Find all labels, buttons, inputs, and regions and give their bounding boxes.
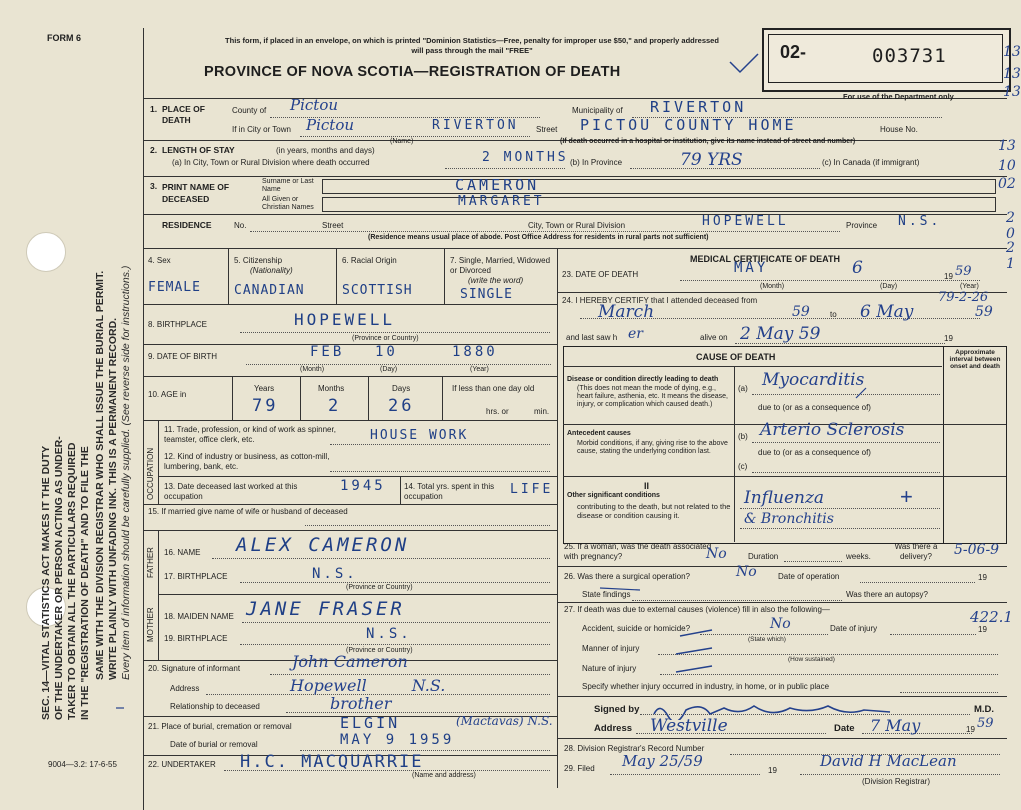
stay-a-label: (a) In City, Town or Rural Division where death occurred bbox=[172, 158, 370, 167]
filed-year: 19 bbox=[768, 766, 777, 775]
findings-label: State findings bbox=[582, 590, 631, 599]
pregnancy-label: 25. If a woman, was the death associated with pregnancy? bbox=[564, 542, 712, 561]
undertaker-sub: (Name and address) bbox=[412, 772, 476, 779]
origin-label: 6. Racial Origin bbox=[342, 256, 397, 265]
mailing-notice: This form, if placed in an envelope, on which is printed "Dominion Statistics—Free, penalty for improper use $50," and properly addressed will pass through the mail "FREE" bbox=[225, 36, 719, 55]
total-years-value: LIFE bbox=[510, 482, 554, 497]
cause-heading: CAUSE OF DEATH bbox=[696, 352, 776, 362]
reg-number: 003731 bbox=[872, 45, 947, 67]
sign-year: 59 bbox=[977, 716, 994, 731]
nature-label: Nature of injury bbox=[582, 664, 637, 673]
death-month-sub: (Month) bbox=[760, 283, 785, 290]
trade-value: HOUSE WORK bbox=[370, 428, 469, 443]
relationship-value: brother bbox=[330, 694, 392, 713]
attended-to: 6 May bbox=[860, 302, 914, 322]
residence-note: (Residence means usual place of abode. Post Office Address for residents in rural parts not sufficient) bbox=[368, 234, 709, 241]
record-number-label: 28. Division Registrar's Record Number bbox=[564, 744, 705, 753]
father-name-value: ALEX CAMERON bbox=[236, 534, 410, 556]
residence-city-value: HOPEWELL bbox=[702, 214, 789, 229]
dob-year: 1880 bbox=[452, 344, 498, 360]
external-label: 27. If death was due to external causes (violence) fill in also the following— bbox=[564, 605, 830, 614]
mother-side-label: MOTHER bbox=[146, 607, 155, 642]
code-note: 5-06-9 bbox=[954, 542, 1000, 558]
place-label: PLACE OF DEATH bbox=[162, 104, 205, 125]
age-months-label: Months bbox=[318, 384, 345, 393]
signed-label: Signed by bbox=[594, 704, 640, 715]
alive-year: 19 bbox=[944, 334, 953, 343]
surname-label: Surname or Last Name bbox=[262, 178, 314, 193]
filed-value: May 25/59 bbox=[622, 752, 703, 770]
age-days-label: Days bbox=[392, 384, 411, 393]
street-value: RIVERTON bbox=[432, 118, 519, 133]
doctor-address: Westville bbox=[650, 716, 728, 736]
cause-a-label: (a) bbox=[738, 384, 748, 393]
form-number: FORM 6 bbox=[47, 33, 82, 43]
age-years-value: 79 bbox=[252, 396, 279, 416]
residence-province-label: Province bbox=[846, 221, 878, 230]
municipality-value: RIVERTON bbox=[650, 98, 747, 116]
surname-value: CAMERON bbox=[455, 176, 540, 194]
undertaker-value: H.C. MACQUARRIE bbox=[240, 752, 424, 772]
father-birthplace-value: N.S. bbox=[312, 566, 358, 582]
citizenship-sub: (Nationality) bbox=[250, 266, 293, 275]
origin-value: SCOTTISH bbox=[342, 283, 413, 298]
surgical-label: 26. Was there a surgical operation? bbox=[564, 572, 690, 581]
death-day-sub: (Day) bbox=[880, 283, 898, 290]
sign-date: 7 May bbox=[870, 716, 921, 735]
other-note: contributing to the death, but not related to the disease or condition causing it. bbox=[577, 502, 731, 520]
dob-label: 9. DATE OF BIRTH bbox=[148, 352, 218, 361]
residence-province-value: N.S. bbox=[898, 214, 942, 229]
status-sub: (write the word) bbox=[468, 276, 524, 285]
other-value-2: & Bronchitis bbox=[744, 511, 834, 527]
alive-date: 2 May 59 bbox=[740, 324, 821, 344]
attended-label: 24. I HEREBY CERTIFY that I attended deceased from bbox=[562, 296, 758, 305]
md-label: M.D. bbox=[974, 704, 995, 715]
cause-b-due: due to (or as a consequence of) bbox=[758, 448, 871, 457]
state-sub: (State which) bbox=[748, 636, 786, 643]
name-num: 3. bbox=[150, 181, 158, 191]
surgical-value: No bbox=[736, 564, 757, 580]
medical-heading: MEDICAL CERTIFICATE OF DEATH bbox=[690, 254, 840, 264]
pregnancy-value: No bbox=[706, 546, 727, 562]
hospital-note: (If death occurred in a hospital or institution, give its name instead of street and number) bbox=[560, 138, 856, 145]
residence-no-label: No. bbox=[234, 221, 247, 230]
code-422: 422.1 bbox=[970, 608, 1013, 626]
cause-c-label: (c) bbox=[738, 462, 748, 471]
last-worked-label: 13. Date deceased last worked at this occupation bbox=[164, 482, 298, 501]
dept-use-label: For use of the Department only bbox=[843, 92, 954, 101]
attended-to-label: to bbox=[830, 310, 837, 319]
occupation-side-label: OCCUPATION bbox=[146, 447, 155, 500]
immediate-label: Disease or condition directly leading to death bbox=[567, 376, 719, 383]
mother-birthplace-value: N.S. bbox=[366, 626, 412, 642]
stay-b-value: 79 YRS bbox=[680, 150, 743, 170]
age-hrs-label: hrs. or bbox=[486, 407, 509, 416]
relationship-label: Relationship to deceased bbox=[170, 702, 260, 711]
mother-prov-sub: (Province or Country) bbox=[346, 647, 413, 654]
injury-year: 19 bbox=[978, 625, 987, 634]
undertaker-label: 22. UNDERTAKER bbox=[148, 760, 216, 769]
birthplace-sub: (Province or Country) bbox=[352, 335, 419, 342]
death-date-label: 23. DATE OF DEATH bbox=[562, 270, 639, 279]
total-years-label: 14. Total yrs. spent in this occupation bbox=[404, 482, 495, 501]
birthplace-label: 8. BIRTHPLACE bbox=[148, 320, 207, 329]
status-value: SINGLE bbox=[460, 287, 513, 302]
autopsy-label: Was there an autopsy? bbox=[846, 590, 928, 599]
city-name-sub: (Name) bbox=[390, 138, 414, 145]
alive-label: alive on bbox=[700, 333, 728, 342]
street-label: Street bbox=[536, 125, 558, 134]
address-label: Address bbox=[594, 723, 633, 734]
informant-address-label: Address bbox=[170, 684, 200, 693]
city-label: If in City or Town bbox=[232, 125, 291, 134]
delivery-label: Was there a delivery? bbox=[894, 542, 938, 561]
dob-year-sub: (Year) bbox=[470, 366, 489, 373]
side-instructions-2: SAME WITH THE DIVISION REGISTRAR WHO SHALL ISSUE THE BURIAL PERMIT. WRITE PLAINLY WITH UNFADING INK. THIS IS A PERMANENT RECORD. Every item of information should be carefully supplied. (See reverse side for instructions.) bbox=[94, 265, 132, 680]
attended-from: March bbox=[598, 302, 655, 322]
stay-sub: (in years, months and days) bbox=[276, 146, 375, 155]
sustained-sub: (How sustained) bbox=[788, 656, 835, 663]
injury-date-label: Date of injury bbox=[830, 624, 878, 633]
age-days-value: 26 bbox=[388, 396, 415, 416]
father-side-label: FATHER bbox=[146, 547, 155, 578]
death-year: 59 bbox=[955, 264, 972, 279]
mother-name-value: JANE FRASER bbox=[246, 598, 405, 620]
last-worked-value: 1945 bbox=[340, 478, 386, 494]
county-label: County of bbox=[232, 106, 267, 115]
birthplace-value: HOPEWELL bbox=[294, 310, 396, 329]
spouse-label: 15. If married give name of wife or husband of deceased bbox=[148, 507, 348, 516]
cause-b-label: (b) bbox=[738, 432, 748, 441]
trade-label: 11. Trade, profession, or kind of work as spinner, teamster, office clerk, etc. bbox=[164, 425, 336, 444]
reg-prefix: 02- bbox=[780, 42, 807, 62]
stay-num: 2. bbox=[150, 145, 158, 155]
form-code: 9004—3.2: 17-6-55 bbox=[48, 760, 117, 769]
dob-month: FEB bbox=[310, 344, 345, 360]
op-year: 19 bbox=[978, 573, 987, 582]
duration-label: Duration bbox=[748, 552, 779, 561]
age-months-value: 2 bbox=[328, 396, 342, 416]
county-value: Pictou bbox=[290, 96, 339, 114]
death-day: 6 bbox=[852, 258, 863, 278]
specify-label: Specify whether injury occurred in industry, in home, or in public place bbox=[582, 682, 830, 691]
other-label: Other significant conditions bbox=[567, 492, 660, 499]
op-date-label: Date of operation bbox=[778, 572, 840, 581]
industry-label: 12. Kind of industry or business, as cotton-mill, lumbering, bank, etc. bbox=[164, 452, 330, 471]
antecedent-note: Morbid conditions, if any, giving rise to the above cause, stating the underlying condition last. bbox=[577, 440, 728, 455]
part-two: II bbox=[644, 481, 650, 491]
dob-day-sub: (Day) bbox=[380, 366, 398, 373]
sex-label: 4. Sex bbox=[148, 256, 171, 265]
other-value: Influenza bbox=[744, 488, 825, 508]
father-birthplace-label: 17. BIRTHPLACE bbox=[164, 572, 228, 581]
death-year-printed: 19 bbox=[944, 272, 953, 281]
stay-c-label: (c) In Canada (if immigrant) bbox=[822, 158, 920, 167]
status-label: 7. Single, Married, Widowed or Divorced bbox=[450, 256, 551, 275]
accident-label: Accident, suicide or homicide? bbox=[582, 624, 691, 633]
margin-note: 79-2-26 bbox=[938, 290, 989, 305]
registrar-signature: David H MacLean bbox=[820, 752, 957, 770]
last-saw-label: and last saw h bbox=[566, 333, 618, 342]
stay-b-label: (b) In Province bbox=[570, 158, 623, 167]
interval-label: Approximate interval between onset and death bbox=[949, 349, 1001, 370]
informant-address-value: Hopewell N.S. bbox=[290, 676, 446, 695]
city-value: Pictou bbox=[306, 116, 355, 134]
cause-a-due: due to (or as a consequence of) bbox=[758, 403, 871, 412]
informant-label: 20. Signature of informant bbox=[148, 664, 241, 673]
residence-city-label: City, Town or Rural Division bbox=[528, 221, 626, 230]
immediate-note: (This does not mean the mode of dying, e.g., heart failure, asthenia, etc. It means the disease, injury, or complication which caused death.) bbox=[577, 385, 728, 408]
last-saw-suffix: er bbox=[628, 326, 643, 342]
informant-signature: John Cameron bbox=[292, 652, 408, 671]
residence-label: RESIDENCE bbox=[162, 220, 212, 230]
antecedent-label: Antecedent causes bbox=[567, 430, 631, 437]
cause-a-value: Myocarditis bbox=[762, 370, 865, 390]
residence-street-label: Street bbox=[322, 221, 344, 230]
burial-date-value: MAY 9 1959 bbox=[340, 732, 455, 748]
dob-day: 10 bbox=[375, 344, 398, 360]
age-label: 10. AGE in bbox=[148, 390, 187, 399]
father-name-label: 16. NAME bbox=[164, 548, 201, 557]
father-prov-sub: (Province or Country) bbox=[346, 584, 413, 591]
burial-place-value: ELGIN bbox=[340, 714, 401, 732]
house-label: House No. bbox=[880, 125, 918, 134]
death-year-sub: (Year) bbox=[960, 283, 979, 290]
weeks-label: weeks. bbox=[846, 552, 871, 561]
sign-date-label: Date bbox=[834, 723, 855, 734]
death-month: MAY bbox=[734, 260, 769, 276]
attended-to-year: 59 bbox=[975, 304, 993, 320]
registrar-sub: (Division Registrar) bbox=[862, 777, 931, 786]
citizenship-value: CANADIAN bbox=[234, 283, 305, 298]
burial-place-note: (Mactavas) N.S. bbox=[456, 714, 553, 728]
age-years-label: Years bbox=[254, 384, 275, 393]
accident-value: No bbox=[770, 616, 791, 632]
manner-label: Manner of injury bbox=[582, 644, 640, 653]
stay-label: LENGTH OF STAY bbox=[162, 145, 235, 155]
name-label: PRINT NAME OF DECEASED bbox=[162, 182, 230, 204]
age-lessday-label: If less than one day old bbox=[452, 384, 535, 393]
age-min-label: min. bbox=[534, 407, 550, 416]
side-instructions: SEC. 14—VITAL STATISTICS ACT MAKES IT THE DUTY OF THE UNDERTAKER OR PERSON ACTING AS UNDER- TAKER TO OBTAIN ALL THE PARTICULARS REQUIRED IN THE "REGISTRATION OF DEATH" AND TO FILE THE bbox=[40, 436, 91, 720]
dob-month-sub: (Month) bbox=[300, 366, 325, 373]
burial-date-label: Date of burial or removal bbox=[170, 740, 258, 749]
burial-place-label: 21. Place of burial, cremation or removal bbox=[148, 722, 292, 731]
given-value: MARGARET bbox=[458, 194, 545, 209]
stay-a-value: 2 MONTHS bbox=[482, 150, 569, 165]
sex-value: FEMALE bbox=[148, 280, 201, 295]
mother-name-label: 18. MAIDEN NAME bbox=[164, 612, 234, 621]
page-title: PROVINCE OF NOVA SCOTIA—REGISTRATION OF DEATH bbox=[204, 64, 621, 80]
mother-birthplace-label: 19. BIRTHPLACE bbox=[164, 634, 228, 643]
institution-value: PICTOU COUNTY HOME bbox=[580, 116, 797, 134]
filed-label: 29. Filed bbox=[564, 764, 595, 773]
citizenship-label: 5. Citizenship bbox=[234, 256, 283, 265]
sign-year-printed: 19 bbox=[966, 725, 975, 734]
attended-from-year: 59 bbox=[792, 304, 810, 320]
municipality-label: Municipality of bbox=[572, 106, 623, 115]
given-label: All Given or Christian Names bbox=[262, 196, 314, 211]
cause-b-value: Arterio Sclerosis bbox=[760, 420, 905, 440]
place-num: 1. bbox=[150, 104, 158, 114]
